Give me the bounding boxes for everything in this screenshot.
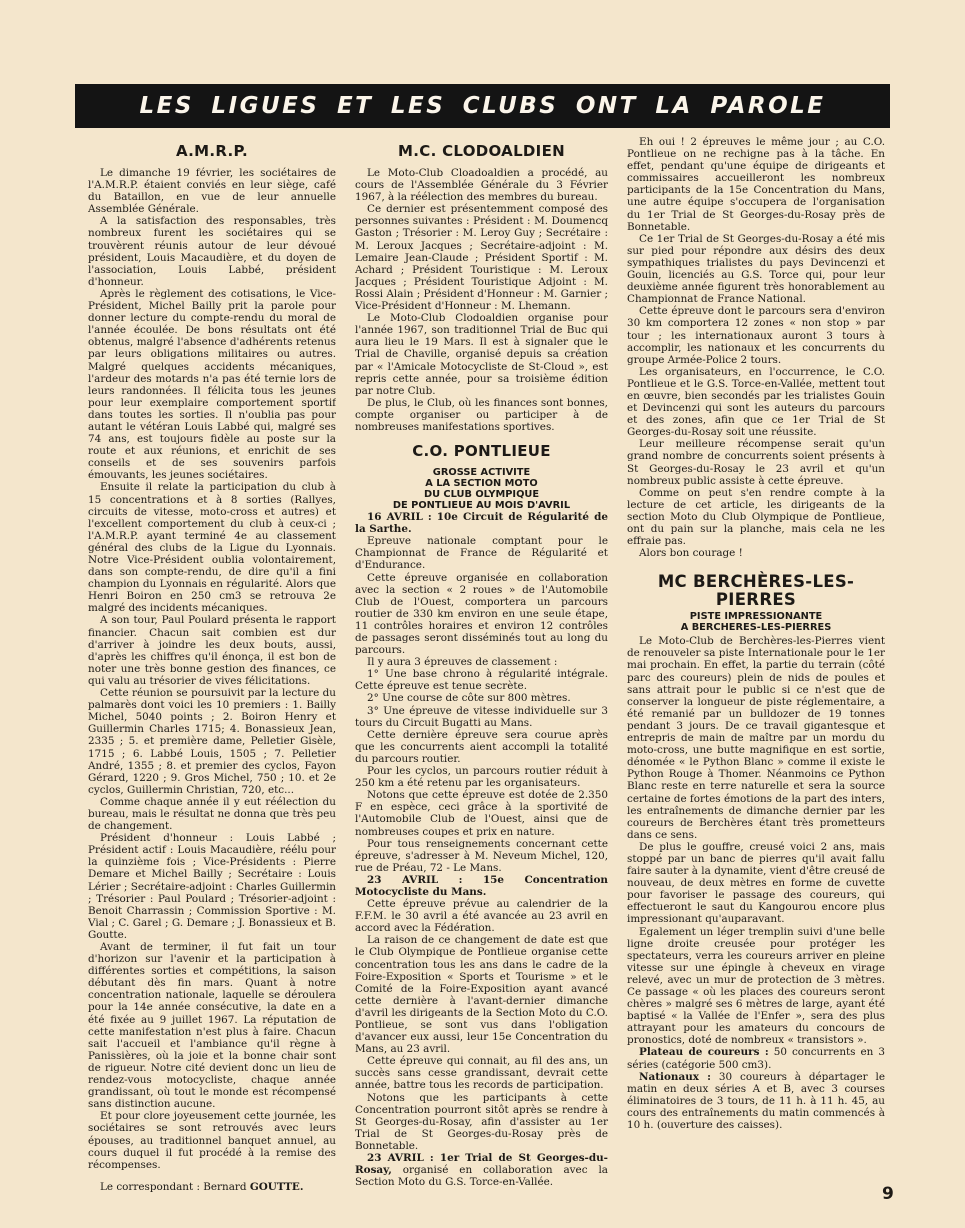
subheading: GROSSE ACTIVITE — [432, 467, 531, 479]
nationaux-label: Nationaux : — [639, 1070, 711, 1083]
paragraph: Egalement un léger tremplin suivi d'une belle ligne droite creusée pour protéger les spectateurs, verra les coureurs arriver en pleine vitesse sur une épingle à cheveux en virage relevé, avec un mur de protection de 3 mètres. Ce passage « où les places des coureurs seront chères » malgré ses 6 mètres de large, ayant été baptisé « la Vallée de l'Enfer », sera des plus attrayant pour les amateurs du concours de pronostics, doté de nombreux « transistors ». — [627, 925, 885, 1047]
paragraph: A la satisfaction des responsables, très nombreux furent les sociétaires qui se trouvèrent réunis autour de leur dévoué président, Louis Macaudière, et du doyen de l'association, Louis Labbé, président d'honneur. — [88, 215, 336, 288]
event-heading: 16 AVRIL : 10e Circuit de Régularité de la Sarthe. — [355, 511, 608, 536]
paragraph: Cette épreuve qui connait, au fil des ans, un succès sans cesse grandissant, devrait cette année, battre tous les records de participation. — [355, 1055, 608, 1092]
paragraph: Alors bon courage ! — [639, 547, 743, 560]
paragraph: Et pour clore joyeusement cette journée, les sociétaires se sont retrouvés avec leurs épouses, au traditionnel banquet annuel, au cours duquel il fut procédé à la remise des récompenses. — [88, 1110, 336, 1171]
paragraph: Notons que cette épreuve est dotée de 2.350 F en espèce, ceci grâce à la sportivité de l'Automobile Club de l'Ouest, ainsi que de nombreuses coupes et prix en nature. — [355, 789, 608, 838]
column-middle — [355, 136, 608, 1201]
event-heading: 23 AVRIL : 15e Concentration Motocycliste du Mans. — [355, 873, 608, 898]
paragraph: Le Moto-Club Clodoaldien organise pour l'année 1967, son traditionnel Trial de Buc qui aura lieu le 19 Mars. Il est à signaler que le Trial de Chaville, organisé depuis sa création par « l'Amicale Motocycliste de St-Cloud », est repris cette année, pour sa troisième édition par notre Club. — [355, 312, 608, 397]
paragraph: Ce 1er Trial de St Georges-du-Rosay a été mis sur pied pour répondre aux désirs des deux sympathiques trialistes du pays Devincenzi et Gouin, licenciés au G.S. Torce qui, pour leur deuxième année figurent très honorablement au Championnat de France National. — [627, 232, 885, 306]
paragraph: 2° Une course de côte sur 800 mètres. — [367, 692, 571, 705]
paragraph: Cette épreuve dont le parcours sera d'environ 30 km comportera 12 zones « non stop » par tour ; les internationaux auront 3 tours à accomplir, les nationaux et les concurrents du groupe Armée-Police 2 tours. — [627, 305, 885, 366]
section-title-pontlieue: C.O. PONTLIEUE — [412, 442, 551, 461]
signature-name: GOUTTE. — [249, 1180, 304, 1193]
section-title-amrp: A.M.R.P. — [175, 142, 249, 160]
column-right — [627, 136, 885, 1201]
subheading: A LA SECTION MOTO — [425, 478, 538, 490]
paragraph: Comme on peut s'en rendre compte à la lecture de cet article, les dirigeants de la section Moto du Club Olympique de Pontlieue, ont du pain sur la planche, mais cela ne les effraie pas. — [627, 486, 885, 548]
section-title-bercheres: MC BERCHÈRES-LES-PIERRES — [657, 572, 855, 610]
paragraph: A son tour, Paul Poulard présenta le rapport financier. Chacun sait combien est dur d'arriver à joindre les deux bouts, aussi, d'après les chiffres qu'il énonça, il est bon de noter une très bonne gestion des finances, ce qui valu au trésorier de vives félicitations. — [88, 614, 336, 687]
paragraph: Epreuve nationale comptant pour le Championnat de France de Régularité et d'Endurance. — [355, 535, 608, 572]
plateau-text: 50 concurrents en 3 séries (catégorie 500 cm3). — [627, 1046, 885, 1071]
paragraph: Avant de terminer, il fut fait un tour d'horizon sur l'avenir et la participation à différentes sorties et compétitions, la saison débutant dès fin mars. Quant à notre concentration nationale, laquelle se déroulera pour la 14e année consécutive, la date en a été fixée au 9 juillet 1967. La réputation de cette manifestation n'est plus à faire. Chacun sait l'accueil et l'ambiance qu'il règne à Panissières, où la joie et la bonne chair sont de rigueur. Notre cité devient donc un lieu de rendez-vous motocycliste, chaque année grandissant, où tout le monde est récompensé sans distinction aucune. — [88, 941, 336, 1111]
paragraph — [627, 1046, 885, 1070]
paragraph: De plus le gouffre, creusé voici 2 ans, mais stoppé par un banc de pierres qu'il avait fallu faire sauter à la dynamite, vient d'être creusé de nouveau, de deux mètres en forme de cuvette pour favoriser le passage des coureurs, qui effectueront le saut du Kangourou encore plus impressionant qu'auparavant. — [627, 840, 885, 926]
paragraph: Ce dernier est présentemment composé des personnes suivantes : Président : M. Doumencq Gaston ; Trésorier : M. Leroy Guy ; Secrétaire : M. Leroux Jacques ; Secrétaire-adjoint : M. Lemaire Jean-Claude ; Président Sportif : M. Achard ; Président Touristique : M. Leroux Jacques ; Président Touristique Adjoint : M. Rossi Alain ; Président d'Honneur : M. Garnier ; Vice-Président d'Honneur : M. Lhemann. — [355, 203, 608, 313]
section-title-clodoaldien: M.C. CLODOALDIEN — [398, 142, 565, 160]
paragraph: Le dimanche 19 février, les sociétaires de l'A.M.R.P. étaient conviés en leur siège, café du Bataillon, en vue de leur annuelle Assemblée Générale. — [88, 167, 336, 216]
banner-title: LES LIGUES ET LES CLUBS ONT LA PAROLE — [139, 93, 826, 119]
page-banner — [75, 84, 890, 128]
paragraph: Après le règlement des cotisations, le Vice-Président, Michel Bailly prit la parole pour donner lecture du compte-rendu du moral de l'année écoulée. De bons résultats ont été obtenus, malgré l'absence d'adhérents retenus par leurs obligations militaires ou autres. Malgré quelques accidents mécaniques, l'ardeur des motards n'a pas été ternie lors de leurs randonnées. Il félicita tous les jeunes pour leur exemplaire comportement sportif dans toutes les sorties. Il n'oublia pas pour autant le vétéran Louis Labbé qui, malgré ses 74 ans, est toujours fidèle au poste sur la route et aux réunions, et enrichit de ses conseils et de ses souvenirs parfois émouvants, les jeunes sociétaires. — [88, 287, 336, 482]
plateau-label: Plateau de coureurs : — [639, 1046, 769, 1059]
paragraph: Pour tous renseignements concernant cette épreuve, s'adresser à M. Neveum Michel, 120, rue de Préau, 72 - Le Mans. — [355, 837, 608, 874]
paragraph: Ensuite il relate la participation du club à 15 concentrations et à 8 sorties (Rallyes, circuits de vitesse, moto-cross et autres) et l'excellent comportement du club à ceux-ci ; l'A.M.R.P. ayant terminé 4e au classement général des clubs de la Ligue du Lyonnais. Notre Vice-Président oublia volontairement, dans son compte-rendu, de dire qu'il a fini champion du Lyonnais en régularité. Alors que Henri Boiron en 250 cm3 se retrouva 2e malgré des incidents mécaniques. — [88, 481, 336, 615]
event-heading-rest: organisé en collaboration avec la Section Moto du G.S. Torce-en-Vallée. — [355, 1164, 608, 1189]
paragraph: Eh oui ! 2 épreuves le même jour ; au C.O. Pontlieue on ne rechigne pas à la tâche. En effet, pendant qu'une équipe de dirigeants et commissaires accueilleront les nombreux participants de la 15e Concentration du Mans, une autre équipe s'occupera de l'organisation du 1er Trial de St Georges-du-Rosay près de Bonnetable. — [627, 136, 885, 233]
paragraph: La raison de ce changement de date est que le Club Olympique de Pontlieue organise cette concentration tous les ans dans le cadre de la Foire-Exposition « Sports et Tourisme » et le Comité de la Foire-Exposition ayant avancé cette dernière à l'avant-dernier dimanche d'avril les dirigeants de la Section Moto du C.O. Pontlieue, se sont vus dans l'obligation d'avancer eux aussi, leur 15e Concentration du Mans, au 23 avril. — [355, 934, 608, 1056]
subheading: DU CLUB OLYMPIQUE — [423, 489, 540, 501]
signature — [88, 1181, 336, 1193]
paragraph: De plus, le Club, où les finances sont bonnes, compte organiser ou participer à de nombreuses manifestations sportives. — [355, 396, 608, 433]
paragraph: Cette épreuve prévue au calendrier de la F.F.M. le 30 avril a été avancée au 23 avril en accord avec la Fédération. — [355, 898, 608, 935]
paragraph: Comme chaque année il y eut réélection du bureau, mais le résultat ne donna que très peu de changement. — [88, 795, 336, 833]
paragraph: Notons que les participants à cette Concentration pourront sitôt après se rendre à St Georges-du-Rosay, afin d'assister au 1er Trial de St Georges-du-Rosay près de Bonnetable. — [355, 1091, 608, 1152]
signature-label: Le correspondant : Bernard — [100, 1180, 247, 1193]
paragraph: Cette épreuve organisée en collaboration avec la section « 2 roues » de l'Automobile Club de l'Ouest, comportera un parcours routier de 330 km environ en une seule étape, 11 contrôles horaires et environ 12 contrôles de passages seront disséminés tout au long du parcours. — [355, 571, 608, 657]
paragraph: 1° Une base chrono à régularité intégrale. Cette épreuve est tenue secrète. — [355, 668, 608, 693]
subheading: PISTE IMPRESSIONANTE — [689, 611, 823, 623]
column-left — [88, 136, 336, 1201]
paragraph: Leur meilleure récompense serait qu'un grand nombre de concurrents soient présents à St Georges-du-Rosay le 23 avril et qu'un nombreux public assiste à cette épreuve. — [627, 438, 885, 487]
subheading: DE PONTLIEUE AU MOIS D'AVRIL — [392, 500, 571, 512]
paragraph: Le Moto-Club Cloadoaldien a procédé, au cours de l'Assemblée Générale du 3 Février 1967, à la réélection des membres du bureau. — [355, 167, 608, 204]
event-heading — [355, 1152, 608, 1188]
paragraph: Cette réunion se poursuivit par la lecture du palmarès dont voici les 10 premiers : 1. Bailly Michel, 5040 points ; 2. Boiron Henry et Guillermin Charles 1715; 4. Bonassieux Jean, 2335 ; 5. et première dame, Pelletier Gisèle, 1715 ; 6. Labbé Louis, 1505 ; 7. Pelletier André, 1355 ; 8. et premier des cyclos, Fayon Gérard, 1220 ; 9. Gros Michel, 750 ; 10. et 2e cyclos, Guillermin Christian, 720, etc... — [88, 687, 336, 796]
nationaux-text: 30 coureurs à départager le matin en deux séries A et B, avec 3 courses éliminatoires de 3 tours, de 11 h. à 11 h. 45, au cours des entraînements du matin commencés à 10 h. (ouverture des caisses). — [627, 1070, 885, 1132]
paragraph: Le Moto-Club de Berchères-les-Pierres vient de renouveler sa piste Internationale pour le 1er mai prochain. En effet, la partie du terrain (côté parc des coureurs) plein de nids de poules et sans attrait pour le public si ce n'est que de conserver la longueur de piste réglementaire, a été remanié par un bulldozer de 19 tonnes pendant 3 jours. De ce travail gigantesque et entrepris de main de maître par un mordu du moto-cross, une butte magnifique en est sortie, dénomée « le Python Blanc » comme il existe le Python Rouge à Thomer. Néanmoins ce Python Blanc reste en terre naturelle et sera la source certaine de fortes émotions de la part des inters, les entraînements de dimanche dernier par les coureurs de Berchères étant très prometteurs dans ce sens. — [627, 635, 885, 841]
paragraph — [627, 1071, 885, 1131]
event-heading-bold: 23 AVRIL : 1er Trial de St Georges-du-Rosay, — [355, 1152, 608, 1177]
paragraph: Cette dernière épreuve sera courue après que les concurrents aient accompli la totalité du parcours routier. — [355, 728, 608, 765]
paragraph: 3° Une épreuve de vitesse individuelle sur 3 tours du Circuit Bugatti au Mans. — [355, 704, 608, 729]
subheading: A BERCHERES-LES-PIERRES — [680, 622, 832, 634]
paragraph: Pour les cyclos, un parcours routier réduit à 250 km a été retenu par les organisateurs. — [355, 765, 608, 790]
paragraph: Les organisateurs, en l'occurrence, le C.O. Pontlieue et le G.S. Torce-en-Vallée, mettent tout en œuvre, bien secondés par les trialistes Gouin et Devincenzi qui sont les auteurs du parcours et des zones, afin que ce 1er Trial de St Georges-du-Rosay soit une réussite. — [627, 365, 885, 439]
paragraph: Il y aura 3 épreuves de classement : — [367, 656, 558, 669]
paragraph: Président d'honneur : Louis Labbé ; Président actif : Louis Macaudière, réélu pour la quinzième fois ; Vice-Présidents : Pierre Demare et Michel Bailly ; Secrétaire : Louis Lérier ; Secrétaire-adjoint : Charles Guillermin ; Trésorier : Paul Poulard ; Trésorier-adjoint : Benoit Charrassin ; Commission Sportive : M. Vial ; C. Garel ; G. Demare ; J. Bonassieux et B. Goutte. — [88, 832, 336, 941]
page-number: 9 — [882, 1184, 894, 1204]
